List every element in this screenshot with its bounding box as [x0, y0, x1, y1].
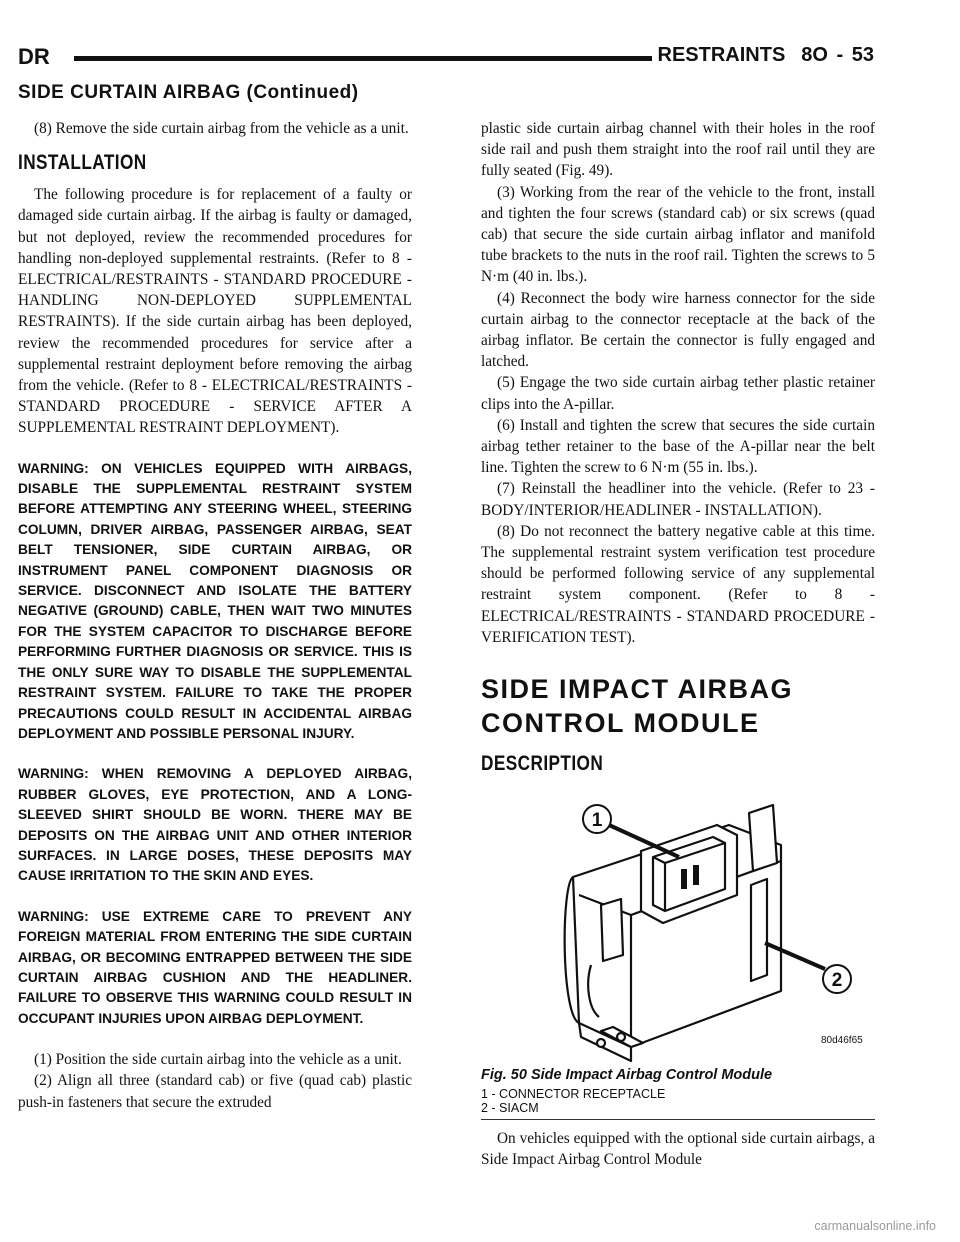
warning-foreign-material: WARNING: USE EXTREME CARE TO PREVENT ANY FOREIGN MATERIAL FROM ENTERING THE SIDE CURTAIN AIRBAG, OR BECOMING ENTRAPPED BETWEEN THE SIDE CURTAIN AIRBAG CUSHION AND THE HEADLINER. FAILURE TO OBSERVE THIS WARNING COULD RESULT IN OCCUPANT INJURIES UPON AIRBAG DEPLOYMENT.: [18, 908, 412, 1026]
left-column: [18, 118, 412, 1113]
removal-step-8: (8) Remove the side curtain airbag from the vehicle as a unit.: [34, 120, 409, 137]
callout-2: [823, 965, 851, 993]
install-step-4: (4) Reconnect the body wire harness connector for the side curtain airbag to the connector receptacle at the back of the airbag inflator. Be certain the connector is fully engaged and latched.: [481, 289, 875, 371]
description-text: On vehicles equipped with the optional side curtain airbags, a Side Impact Airbag Control Module: [481, 1130, 875, 1169]
warning-deployed-airbag: WARNING: WHEN REMOVING A DEPLOYED AIRBAG, RUBBER GLOVES, EYE PROTECTION, AND A LONG-SLEEVED SHIRT SHOULD BE WORN. THERE MAY BE DEPOSITS ON THE AIRBAG UNIT AND OTHER INTERIOR SURFACES. IN LARGE DOSES, THESE DEPOSITS MAY CAUSE IRRITATION TO THE SKIN AND EYES.: [18, 766, 412, 884]
warning-disable-srs: WARNING: ON VEHICLES EQUIPPED WITH AIRBAGS, DISABLE THE SUPPLEMENTAL RESTRAINT SYSTEM BEFORE ATTEMPTING ANY STEERING WHEEL, STEERING COLUMN, DRIVER AIRBAG, PASSENGER AIRBAG, SEAT BELT TENSIONER, SIDE CURTAIN AIRBAG, OR INSTRUMENT PANEL COMPONENT DIAGNOSIS OR SERVICE. DISCONNECT AND ISOLATE THE BATTERY NEGATIVE (GROUND) CABLE, THEN WAIT TWO MINUTES FOR THE SYSTEM CAPACITOR TO DISCHARGE BEFORE PERFORMING FURTHER DIAGNOSIS OR SERVICE. THIS IS THE ONLY SURE WAY TO DISABLE THE SUPPLEMENTAL RESTRAINT SYSTEM. FAILURE TO TAKE THE PROPER PRECAUTIONS COULD RESULT IN ACCIDENTAL AIRBAG DEPLOYMENT AND POSSIBLE PERSONAL INJURY.: [18, 460, 412, 741]
page-header: [18, 44, 874, 74]
figure-code: 80d46f65: [821, 1035, 863, 1047]
install-step-2-start: (2) Align all three (standard cab) or five (quad cab) plastic push-in fasteners that secure the extruded: [18, 1072, 412, 1111]
figure-rule: [481, 1119, 875, 1120]
install-step-5: (5) Engage the two side curtain airbag tether plastic retainer clips into the A-pillar.: [481, 374, 875, 413]
description-heading: DESCRIPTION: [481, 752, 604, 776]
section-heading-line-1: SIDE IMPACT AIRBAG: [481, 674, 794, 705]
install-step-1: (1) Position the side curtain airbag into the vehicle as a unit.: [34, 1051, 402, 1069]
install-step-6: (6) Install and tighten the screw that secures the side curtain airbag tether retainer to the base of the A-pillar near the belt line. Tighten the screw to 6 N·m (55 in. lbs.).: [481, 416, 875, 477]
install-step-7: (7) Reinstall the headliner into the vehicle. (Refer to 23 - BODY/INTERIOR/HEADLINER - INSTALLATION).: [481, 480, 875, 519]
header-section-title: RESTRAINTS: [657, 44, 786, 66]
figure-siacm: [481, 785, 875, 1063]
header-right: [658, 44, 875, 67]
section-heading-line-2: CONTROL MODULE: [481, 708, 760, 739]
siacm-illustration: [481, 785, 875, 1063]
header-page-number: 8O - 53: [801, 44, 874, 66]
header-rule: [74, 56, 652, 61]
install-step-8: (8) Do not reconnect the battery negative cable at this time. The supplemental restraint system verification test procedure should be performed following service of any supplemental restraint system component. (Refer to 8 - ELECTRICAL/RESTRAINTS - STANDARD PROCEDURE - VERIFICATION TEST).: [481, 522, 875, 646]
continued-heading: SIDE CURTAIN AIRBAG (Continued): [18, 82, 359, 103]
installation-heading: INSTALLATION: [18, 151, 147, 175]
callout-1: [583, 805, 611, 833]
callout-1-label: 1: [591, 810, 603, 832]
watermark: carmanualsonline.info: [814, 1219, 936, 1233]
figure-caption: Fig. 50 Side Impact Airbag Control Module: [481, 1067, 773, 1084]
legend-item-1: 1 - CONNECTOR RECEPTACLE: [481, 1087, 666, 1102]
installation-intro: The following procedure is for replacement of a faulty or damaged side curtain airbag. If the airbag is faulty or damaged, but not deployed, review the recommended procedures for handling non-deployed supplemental restraints. (Refer to 8 - ELECTRICAL/RESTRAINTS - STANDARD PROCEDURE - HANDLING NON-DEPLOYED SUPPLEMENTAL RESTRAINTS). If the side curtain airbag has been deployed, review the recommended procedures for service after a supplemental restraint deployment before removing the airbag from the vehicle. (Refer to 8 - ELECTRICAL/RESTRAINTS - STANDARD PROCEDURE - SERVICE AFTER A SUPPLEMENTAL RESTRAINT DEPLOYMENT).: [18, 186, 412, 437]
install-step-2-end: plastic side curtain airbag channel with their holes in the roof side rail and push them straight into the roof rail until they are fully seated (Fig. 49).: [481, 120, 875, 180]
install-step-3: (3) Working from the rear of the vehicle to the front, install and tighten the four screws (standard cab) or six screws (quad cab) that secure the side curtain airbag inflator and manifold tube brackets to the nuts in the roof rail. Tighten the screws to 5 N·m (40 in. lbs.).: [481, 183, 875, 286]
callout-2-label: 2: [831, 970, 843, 992]
header-model-code: DR: [18, 44, 50, 69]
legend-item-2: 2 - SIACM: [481, 1101, 539, 1116]
section-heading: [481, 672, 875, 740]
right-column: [481, 118, 875, 1170]
